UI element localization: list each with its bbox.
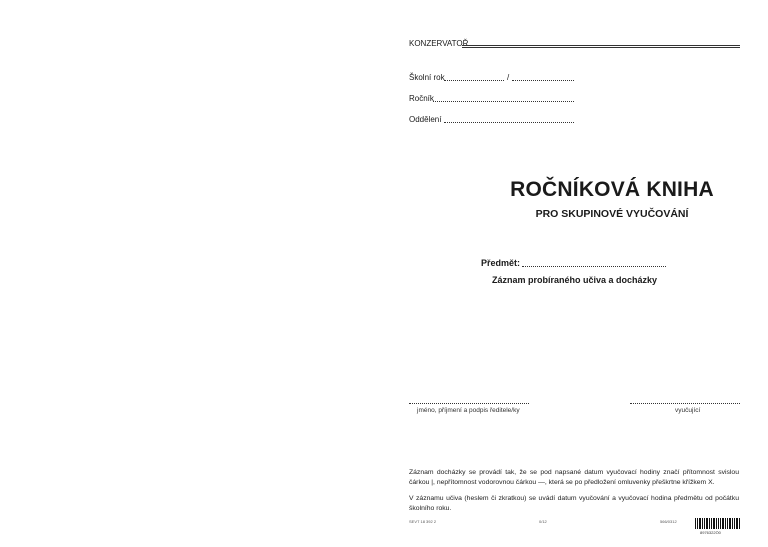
department-line (444, 122, 574, 123)
book-cover (392, 0, 768, 547)
school-year-from-line (444, 80, 504, 81)
school-year-to-line (512, 80, 574, 81)
barcode-number: 8976322Ö0 (700, 530, 721, 535)
school-year-separator: / (507, 73, 510, 82)
subject-label: Předmět: (481, 258, 521, 268)
director-signature-caption: jméno, příjmení a podpis ředitele/ky (417, 407, 520, 414)
grade-label: Ročník (409, 94, 434, 103)
attendance-instructions: Záznam docházky se provádí tak, že se pod napsané datum vyučovací hodiny značí přítomnost svislou čárkou |, nepřítomnost vodorovnou čárkou —, která se po předložení omluvenky přeškrtne křížkem X. (409, 469, 739, 486)
director-signature-line (409, 403, 529, 404)
book-title: ROČNÍKOVÁ KNIHA (510, 178, 714, 201)
konzervator-line (462, 45, 740, 48)
teacher-signature-line (630, 403, 740, 404)
subject-line (522, 266, 666, 267)
footer-code-right: 566/0312 (660, 519, 677, 524)
grade-line (433, 101, 574, 102)
book-subtitle: PRO SKUPINOVÉ VYUČOVÁNÍ (535, 208, 689, 220)
department-label: Oddělení (409, 115, 442, 124)
curriculum-instructions: V záznamu učiva (heslem či zkratkou) se uvádí datum vyučování a vyučovací hodina předmětu od počátku školního roku. (409, 495, 739, 512)
barcode-icon (695, 518, 741, 529)
footer-code-left: SEVT 18 392 2 (409, 519, 437, 524)
konzervator-label: KONZERVATOŘ (409, 39, 469, 48)
teacher-signature-caption: vyučující (675, 407, 701, 414)
school-year-label: Školní rok (409, 73, 445, 82)
footer-code-middle: 0/12 (539, 519, 547, 524)
record-text: Záznam probíraného učiva a docházky (492, 275, 658, 285)
